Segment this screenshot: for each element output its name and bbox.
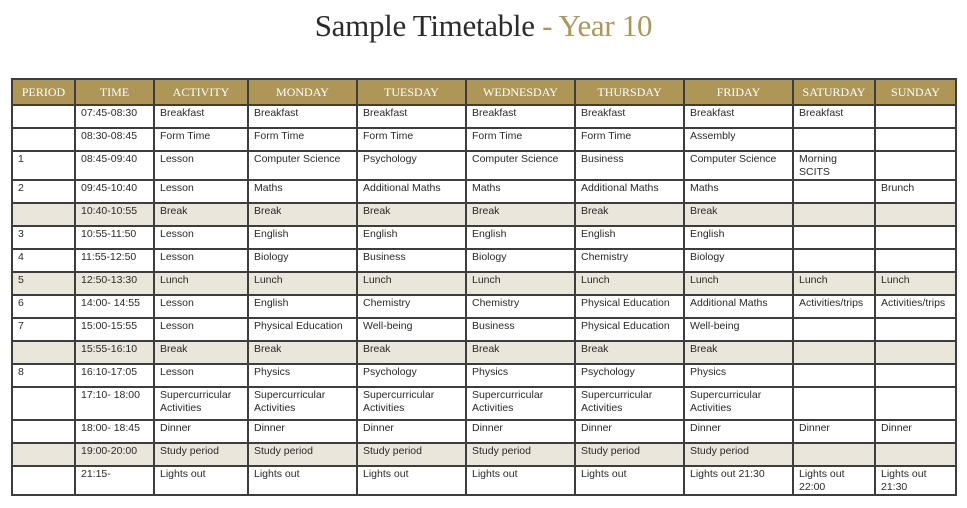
cell-period: [12, 443, 75, 466]
cell-tuesday: Supercurricular Activities: [357, 387, 466, 420]
cell-time: 08:45-09:40: [75, 151, 154, 180]
cell-monday: Breakfast: [248, 105, 357, 128]
cell-activity: Dinner: [154, 420, 248, 443]
cell-saturday: [793, 128, 875, 151]
cell-friday: Dinner: [684, 420, 793, 443]
cell-sunday: [875, 226, 956, 249]
cell-tuesday: Well-being: [357, 318, 466, 341]
cell-time: 09:45-10:40: [75, 180, 154, 203]
cell-wednesday: Maths: [466, 180, 575, 203]
cell-friday: Physics: [684, 364, 793, 387]
page-title: [0, 6, 967, 46]
timetable: [11, 78, 957, 496]
cell-activity: Lesson: [154, 295, 248, 318]
table-row: [12, 364, 956, 387]
cell-tuesday: Dinner: [357, 420, 466, 443]
cell-sunday: Lights out 21:30: [875, 466, 956, 495]
column-header-thursday: THURSDAY: [575, 79, 684, 105]
cell-wednesday: Supercurricular Activities: [466, 387, 575, 420]
table-row: [12, 226, 956, 249]
table-row: [12, 105, 956, 128]
cell-period: [12, 466, 75, 495]
cell-period: [12, 387, 75, 420]
cell-wednesday: Chemistry: [466, 295, 575, 318]
cell-wednesday: Lights out: [466, 466, 575, 495]
cell-tuesday: Break: [357, 203, 466, 226]
cell-period: 3: [12, 226, 75, 249]
column-header-period: PERIOD: [12, 79, 75, 105]
cell-monday: Study period: [248, 443, 357, 466]
cell-saturday: [793, 226, 875, 249]
table-row: [12, 180, 956, 203]
cell-tuesday: Additional Maths: [357, 180, 466, 203]
cell-monday: Computer Science: [248, 151, 357, 180]
cell-time: 10:40-10:55: [75, 203, 154, 226]
cell-sunday: [875, 387, 956, 420]
cell-sunday: [875, 151, 956, 180]
cell-friday: Lights out 21:30: [684, 466, 793, 495]
cell-activity: Lesson: [154, 249, 248, 272]
table-row: [12, 318, 956, 341]
cell-monday: Maths: [248, 180, 357, 203]
column-header-tuesday: TUESDAY: [357, 79, 466, 105]
cell-monday: Break: [248, 341, 357, 364]
cell-saturday: Breakfast: [793, 105, 875, 128]
cell-period: 5: [12, 272, 75, 295]
cell-friday: Additional Maths: [684, 295, 793, 318]
cell-thursday: Physical Education: [575, 318, 684, 341]
cell-friday: Biology: [684, 249, 793, 272]
header-row: [12, 79, 956, 105]
cell-friday: Computer Science: [684, 151, 793, 180]
cell-thursday: Dinner: [575, 420, 684, 443]
cell-saturday: [793, 364, 875, 387]
table-row: [12, 128, 956, 151]
cell-thursday: Business: [575, 151, 684, 180]
cell-period: 8: [12, 364, 75, 387]
cell-thursday: Lights out: [575, 466, 684, 495]
column-header-time: TIME: [75, 79, 154, 105]
cell-wednesday: Breakfast: [466, 105, 575, 128]
cell-saturday: Dinner: [793, 420, 875, 443]
cell-time: 07:45-08:30: [75, 105, 154, 128]
cell-time: 16:10-17:05: [75, 364, 154, 387]
cell-wednesday: Biology: [466, 249, 575, 272]
cell-saturday: [793, 249, 875, 272]
cell-thursday: Breakfast: [575, 105, 684, 128]
table-row: [12, 341, 956, 364]
cell-sunday: [875, 364, 956, 387]
cell-monday: English: [248, 295, 357, 318]
cell-monday: Physics: [248, 364, 357, 387]
cell-sunday: [875, 249, 956, 272]
cell-time: 14:00- 14:55: [75, 295, 154, 318]
cell-tuesday: Break: [357, 341, 466, 364]
column-header-saturday: SATURDAY: [793, 79, 875, 105]
cell-period: 1: [12, 151, 75, 180]
cell-sunday: [875, 443, 956, 466]
cell-activity: Lesson: [154, 180, 248, 203]
cell-tuesday: Study period: [357, 443, 466, 466]
table-row: [12, 249, 956, 272]
cell-period: [12, 203, 75, 226]
cell-monday: English: [248, 226, 357, 249]
table-row: [12, 420, 956, 443]
cell-monday: Dinner: [248, 420, 357, 443]
cell-activity: Study period: [154, 443, 248, 466]
cell-activity: Lesson: [154, 226, 248, 249]
cell-wednesday: Physics: [466, 364, 575, 387]
cell-saturday: Lights out 22:00: [793, 466, 875, 495]
cell-sunday: [875, 318, 956, 341]
cell-time: 15:55-16:10: [75, 341, 154, 364]
cell-period: 4: [12, 249, 75, 272]
cell-thursday: Break: [575, 341, 684, 364]
cell-time: 19:00-20:00: [75, 443, 154, 466]
table-row: [12, 443, 956, 466]
cell-tuesday: Lights out: [357, 466, 466, 495]
table-row: [12, 151, 956, 180]
cell-wednesday: Lunch: [466, 272, 575, 295]
cell-sunday: Brunch: [875, 180, 956, 203]
column-header-sunday: SUNDAY: [875, 79, 956, 105]
cell-period: 7: [12, 318, 75, 341]
column-header-activity: ACTIVITY: [154, 79, 248, 105]
table-row: [12, 295, 956, 318]
cell-friday: Well-being: [684, 318, 793, 341]
title-separator: -: [534, 8, 559, 43]
cell-monday: Form Time: [248, 128, 357, 151]
cell-monday: Lights out: [248, 466, 357, 495]
cell-monday: Supercurricular Activities: [248, 387, 357, 420]
cell-monday: Break: [248, 203, 357, 226]
cell-activity: Lesson: [154, 318, 248, 341]
cell-friday: English: [684, 226, 793, 249]
cell-activity: Lunch: [154, 272, 248, 295]
cell-friday: Break: [684, 341, 793, 364]
cell-activity: Lesson: [154, 151, 248, 180]
cell-activity: Supercurricular Activities: [154, 387, 248, 420]
cell-sunday: [875, 341, 956, 364]
table-row: [12, 466, 956, 495]
table-row: [12, 272, 956, 295]
cell-period: 2: [12, 180, 75, 203]
cell-saturday: Morning SCITS: [793, 151, 875, 180]
cell-saturday: [793, 443, 875, 466]
column-header-wednesday: WEDNESDAY: [466, 79, 575, 105]
title-accent: Year 10: [558, 8, 653, 43]
cell-wednesday: Form Time: [466, 128, 575, 151]
cell-time: 08:30-08:45: [75, 128, 154, 151]
cell-activity: Lights out: [154, 466, 248, 495]
cell-activity: Break: [154, 341, 248, 364]
cell-friday: Breakfast: [684, 105, 793, 128]
cell-friday: Supercurricular Activities: [684, 387, 793, 420]
cell-monday: Biology: [248, 249, 357, 272]
cell-thursday: Study period: [575, 443, 684, 466]
cell-sunday: [875, 128, 956, 151]
cell-friday: Maths: [684, 180, 793, 203]
cell-period: [12, 105, 75, 128]
cell-saturday: [793, 387, 875, 420]
cell-tuesday: Business: [357, 249, 466, 272]
cell-time: 17:10- 18:00: [75, 387, 154, 420]
table-row: [12, 387, 956, 420]
cell-thursday: Supercurricular Activities: [575, 387, 684, 420]
cell-time: 15:00-15:55: [75, 318, 154, 341]
cell-wednesday: English: [466, 226, 575, 249]
cell-wednesday: Break: [466, 203, 575, 226]
cell-thursday: Lunch: [575, 272, 684, 295]
cell-thursday: Additional Maths: [575, 180, 684, 203]
cell-tuesday: Chemistry: [357, 295, 466, 318]
cell-period: [12, 128, 75, 151]
table-row: [12, 203, 956, 226]
cell-tuesday: Breakfast: [357, 105, 466, 128]
cell-tuesday: Lunch: [357, 272, 466, 295]
cell-time: 10:55-11:50: [75, 226, 154, 249]
cell-sunday: [875, 203, 956, 226]
cell-sunday: Dinner: [875, 420, 956, 443]
cell-thursday: Break: [575, 203, 684, 226]
column-header-monday: MONDAY: [248, 79, 357, 105]
cell-thursday: Physical Education: [575, 295, 684, 318]
title-main: Sample Timetable: [314, 8, 535, 43]
cell-wednesday: Break: [466, 341, 575, 364]
cell-period: [12, 341, 75, 364]
cell-time: 18:00- 18:45: [75, 420, 154, 443]
column-header-friday: FRIDAY: [684, 79, 793, 105]
cell-activity: Breakfast: [154, 105, 248, 128]
cell-activity: Form Time: [154, 128, 248, 151]
cell-sunday: Activities/trips: [875, 295, 956, 318]
cell-tuesday: Psychology: [357, 151, 466, 180]
cell-wednesday: Computer Science: [466, 151, 575, 180]
cell-period: 6: [12, 295, 75, 318]
cell-time: 21:15-: [75, 466, 154, 495]
cell-activity: Lesson: [154, 364, 248, 387]
cell-monday: Physical Education: [248, 318, 357, 341]
cell-time: 11:55-12:50: [75, 249, 154, 272]
cell-saturday: [793, 318, 875, 341]
table-body: [12, 105, 956, 495]
cell-saturday: [793, 341, 875, 364]
cell-activity: Break: [154, 203, 248, 226]
cell-wednesday: Business: [466, 318, 575, 341]
cell-tuesday: Form Time: [357, 128, 466, 151]
cell-time: 12:50-13:30: [75, 272, 154, 295]
cell-thursday: English: [575, 226, 684, 249]
cell-tuesday: English: [357, 226, 466, 249]
cell-wednesday: Study period: [466, 443, 575, 466]
cell-sunday: Lunch: [875, 272, 956, 295]
cell-monday: Lunch: [248, 272, 357, 295]
cell-friday: Study period: [684, 443, 793, 466]
cell-thursday: Chemistry: [575, 249, 684, 272]
cell-saturday: Lunch: [793, 272, 875, 295]
cell-friday: Lunch: [684, 272, 793, 295]
cell-friday: Assembly: [684, 128, 793, 151]
cell-tuesday: Psychology: [357, 364, 466, 387]
cell-saturday: Activities/trips: [793, 295, 875, 318]
cell-thursday: Psychology: [575, 364, 684, 387]
cell-sunday: [875, 105, 956, 128]
cell-period: [12, 420, 75, 443]
cell-saturday: [793, 203, 875, 226]
cell-saturday: [793, 180, 875, 203]
cell-thursday: Form Time: [575, 128, 684, 151]
cell-wednesday: Dinner: [466, 420, 575, 443]
cell-friday: Break: [684, 203, 793, 226]
